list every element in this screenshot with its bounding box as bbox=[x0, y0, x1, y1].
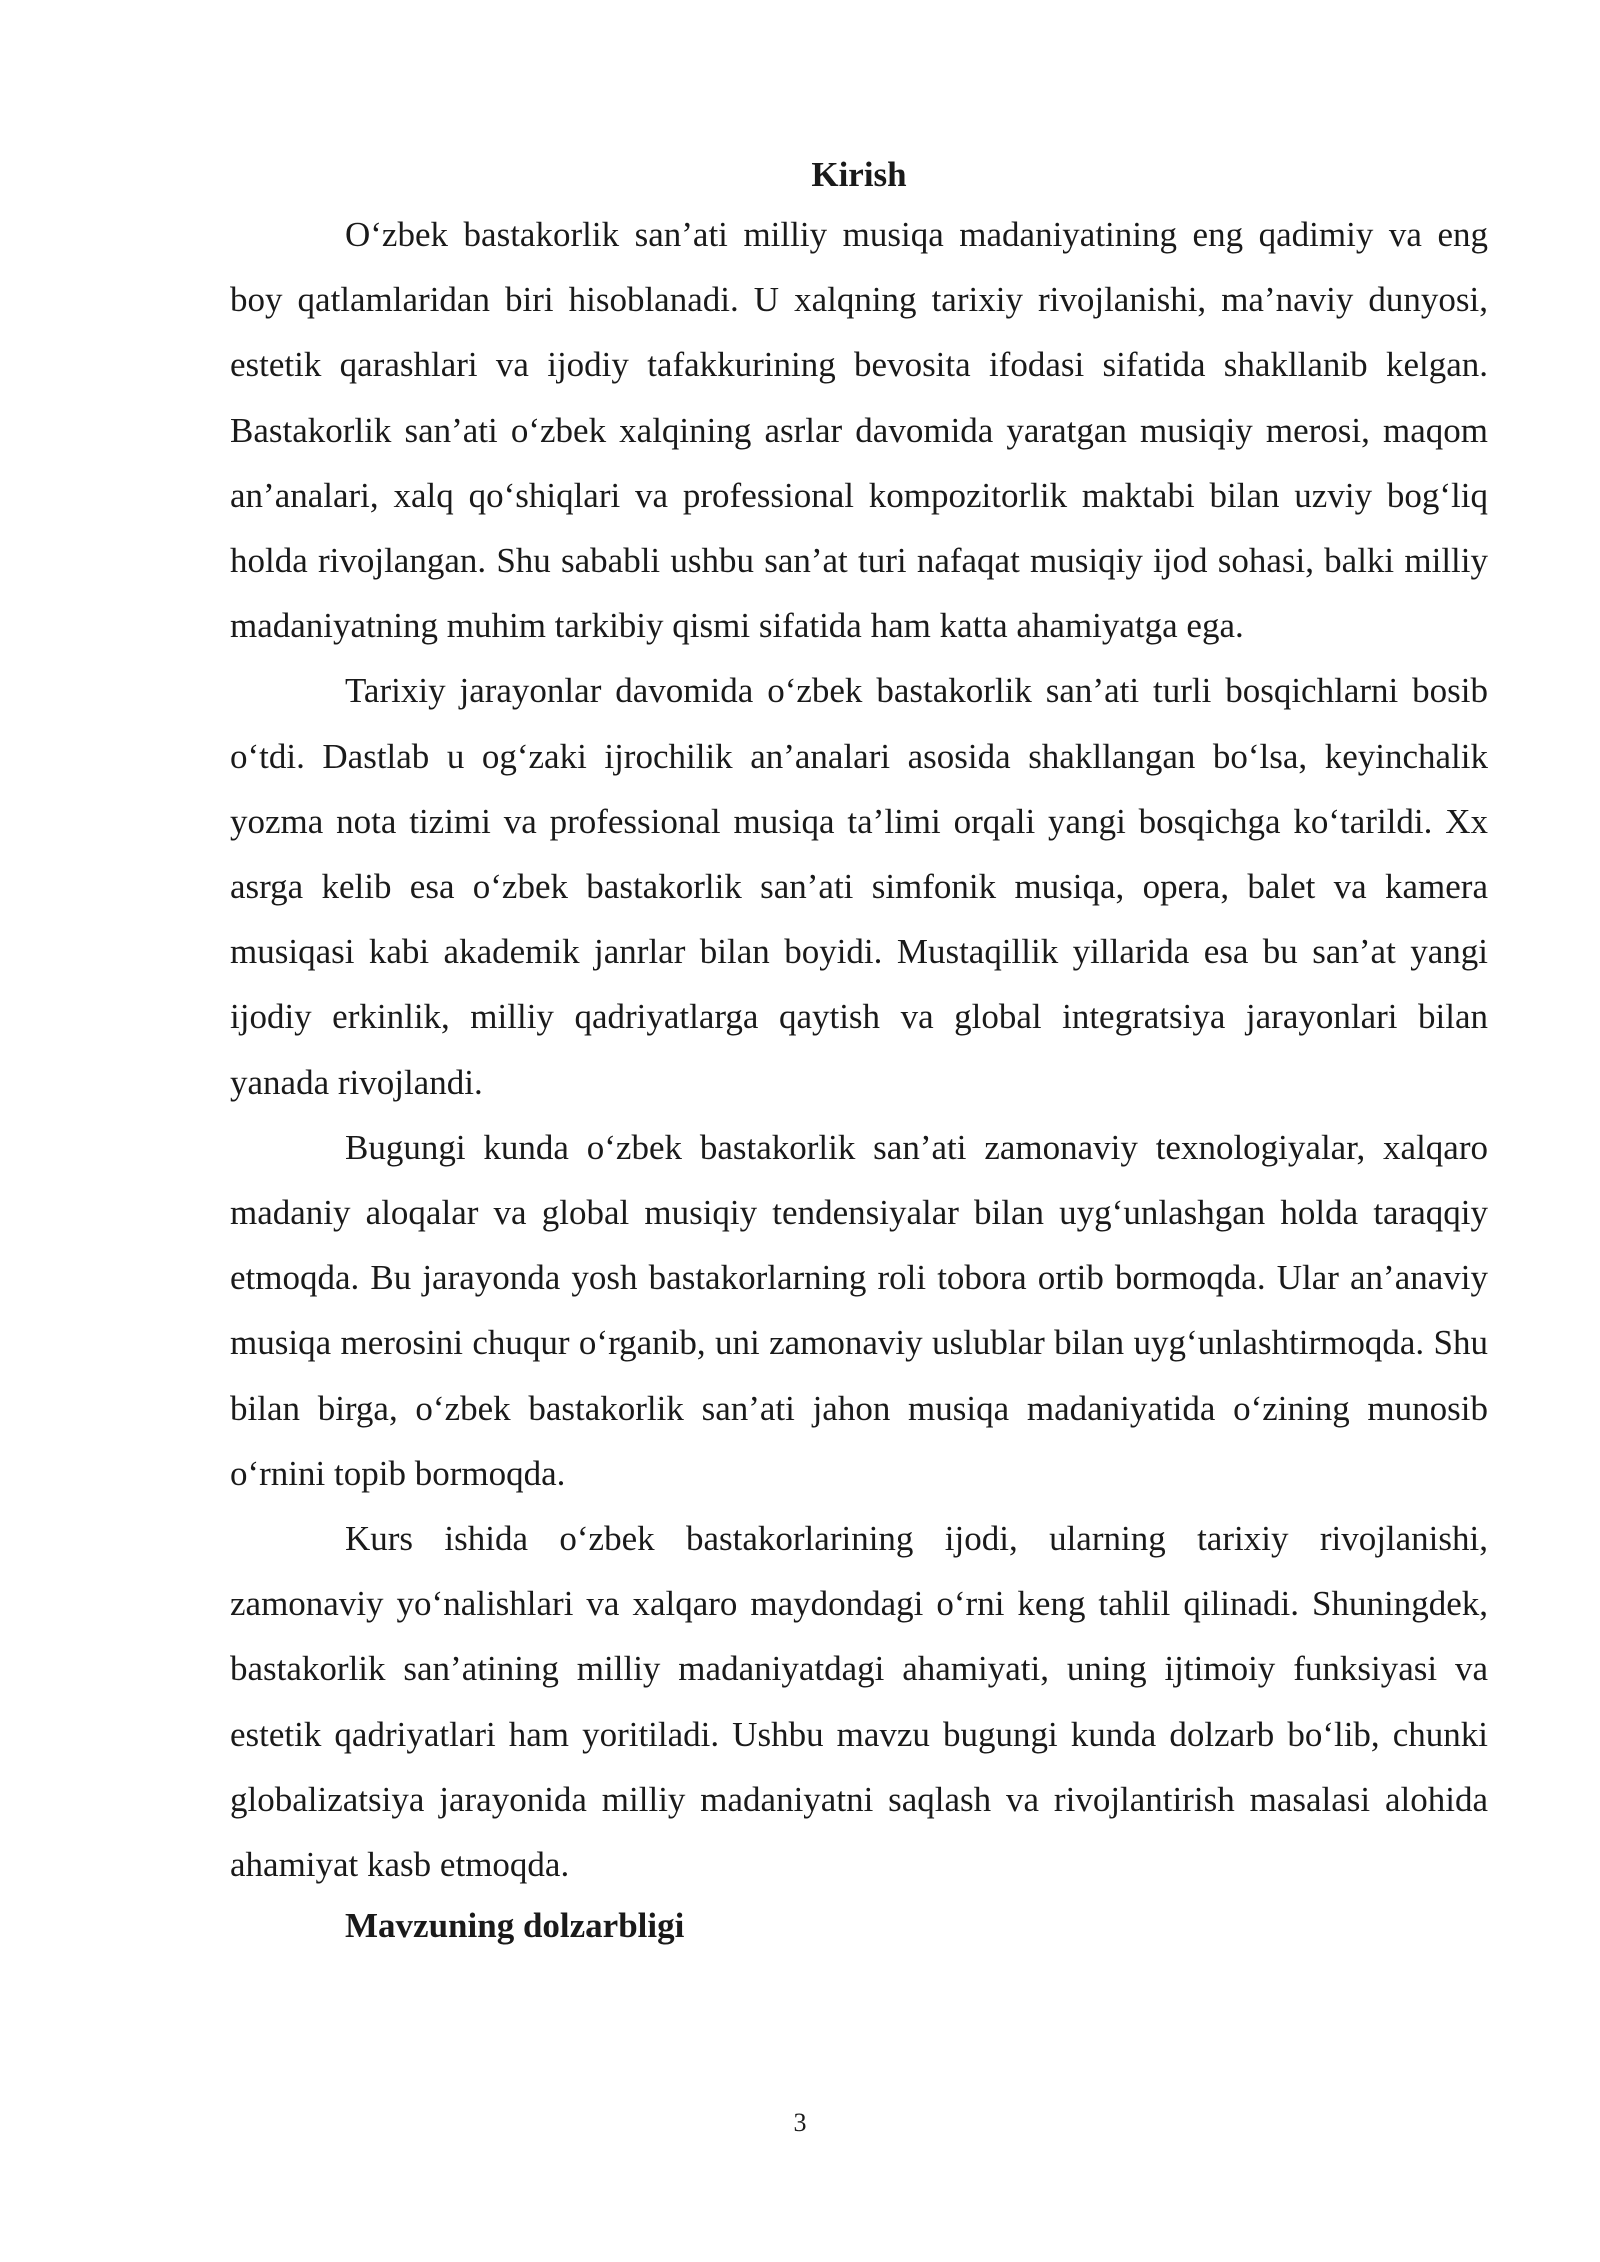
page-content bbox=[230, 148, 1488, 1953]
paragraph: O‘zbek bastakorlik san’ati milliy musiqa madaniyatining eng qadimiy va eng boy qatlamlaridan biri hisoblanadi. U xalqning tarixiy rivojlanishi, ma’naviy dunyosi, estetik qarashlari va ijodiy tafakkurining bevosita ifodasi sifatida shakllanib kelgan. Bastakorlik san’ati o‘zbek xalqining asrlar davomida yaratgan musiqiy merosi, maqom an’analari, xalq qo‘shiqlari va professional kompozitorlik maktabi bilan uzviy bog‘liq holda rivojlangan. Shu sababli ushbu san’at turi nafaqat musiqiy ijod sohasi, balki milliy madaniyatning muhim tarkibiy qismi sifatida ham katta ahamiyatga ega. bbox=[230, 215, 1488, 646]
paragraph: Bugungi kunda o‘zbek bastakorlik san’ati zamonaviy texnologiyalar, xalqaro madaniy aloqalar va global musiqiy tendensiyalar bilan uyg‘unlashgan holda taraqqiy etmoqda. Bu jarayonda yosh bastakorlarning roli tobora ortib bormoqda. Ular an’anaviy musiqa merosini chuqur o‘rganib, uni zamonaviy uslublar bilan uyg‘unlashtirmoqda. Shu bilan birga, o‘zbek bastakorlik san’ati jahon musiqa madaniyatida o‘zining munosib o‘rnini topib bormoqda. bbox=[230, 1127, 1488, 1493]
page-number: 3 bbox=[793, 2108, 807, 2137]
subsection-title: Mavzuning dolzarbligi bbox=[345, 1906, 685, 1946]
paragraph: Kurs ishida o‘zbek bastakorlarining ijodi, ularning tarixiy rivojlanishi, zamonaviy yo‘nalishlari va xalqaro maydondagi o‘rni keng tahlil qilinadi. Shuningdek, bastakorlik san’atining milliy madaniyatdagi ahamiyati, uning ijtimoiy funksiyasi va estetik qadriyatlari ham yoritiladi. Ushbu mavzu bugungi kunda dolzarb bo‘lib, chunki globalizatsiya jarayonida milliy madaniyatni saqlash va rivojlantirish masalasi alohida ahamiyat kasb etmoqda. bbox=[230, 1519, 1488, 1885]
section-title: Kirish bbox=[811, 155, 907, 194]
paragraph: Tarixiy jarayonlar davomida o‘zbek bastakorlik san’ati turli bosqichlarni bosib o‘tdi. Dastlab u og‘zaki ijrochilik an’analari asosida shakllangan bo‘lsa, keyinchalik yozma nota tizimi va professional musiqa ta’limi orqali yangi bosqichga ko‘tarildi. Xx asrga kelib esa o‘zbek bastakorlik san’ati simfonik musiqa, opera, balet va kamera musiqasi kabi akademik janrlar bilan boyidi. Mustaqillik yillarida esa bu san’at yangi ijodiy erkinlik, milliy qadriyatlarga qaytish va global integratsiya jarayonlari bilan yanada rivojlandi. bbox=[230, 671, 1488, 1102]
